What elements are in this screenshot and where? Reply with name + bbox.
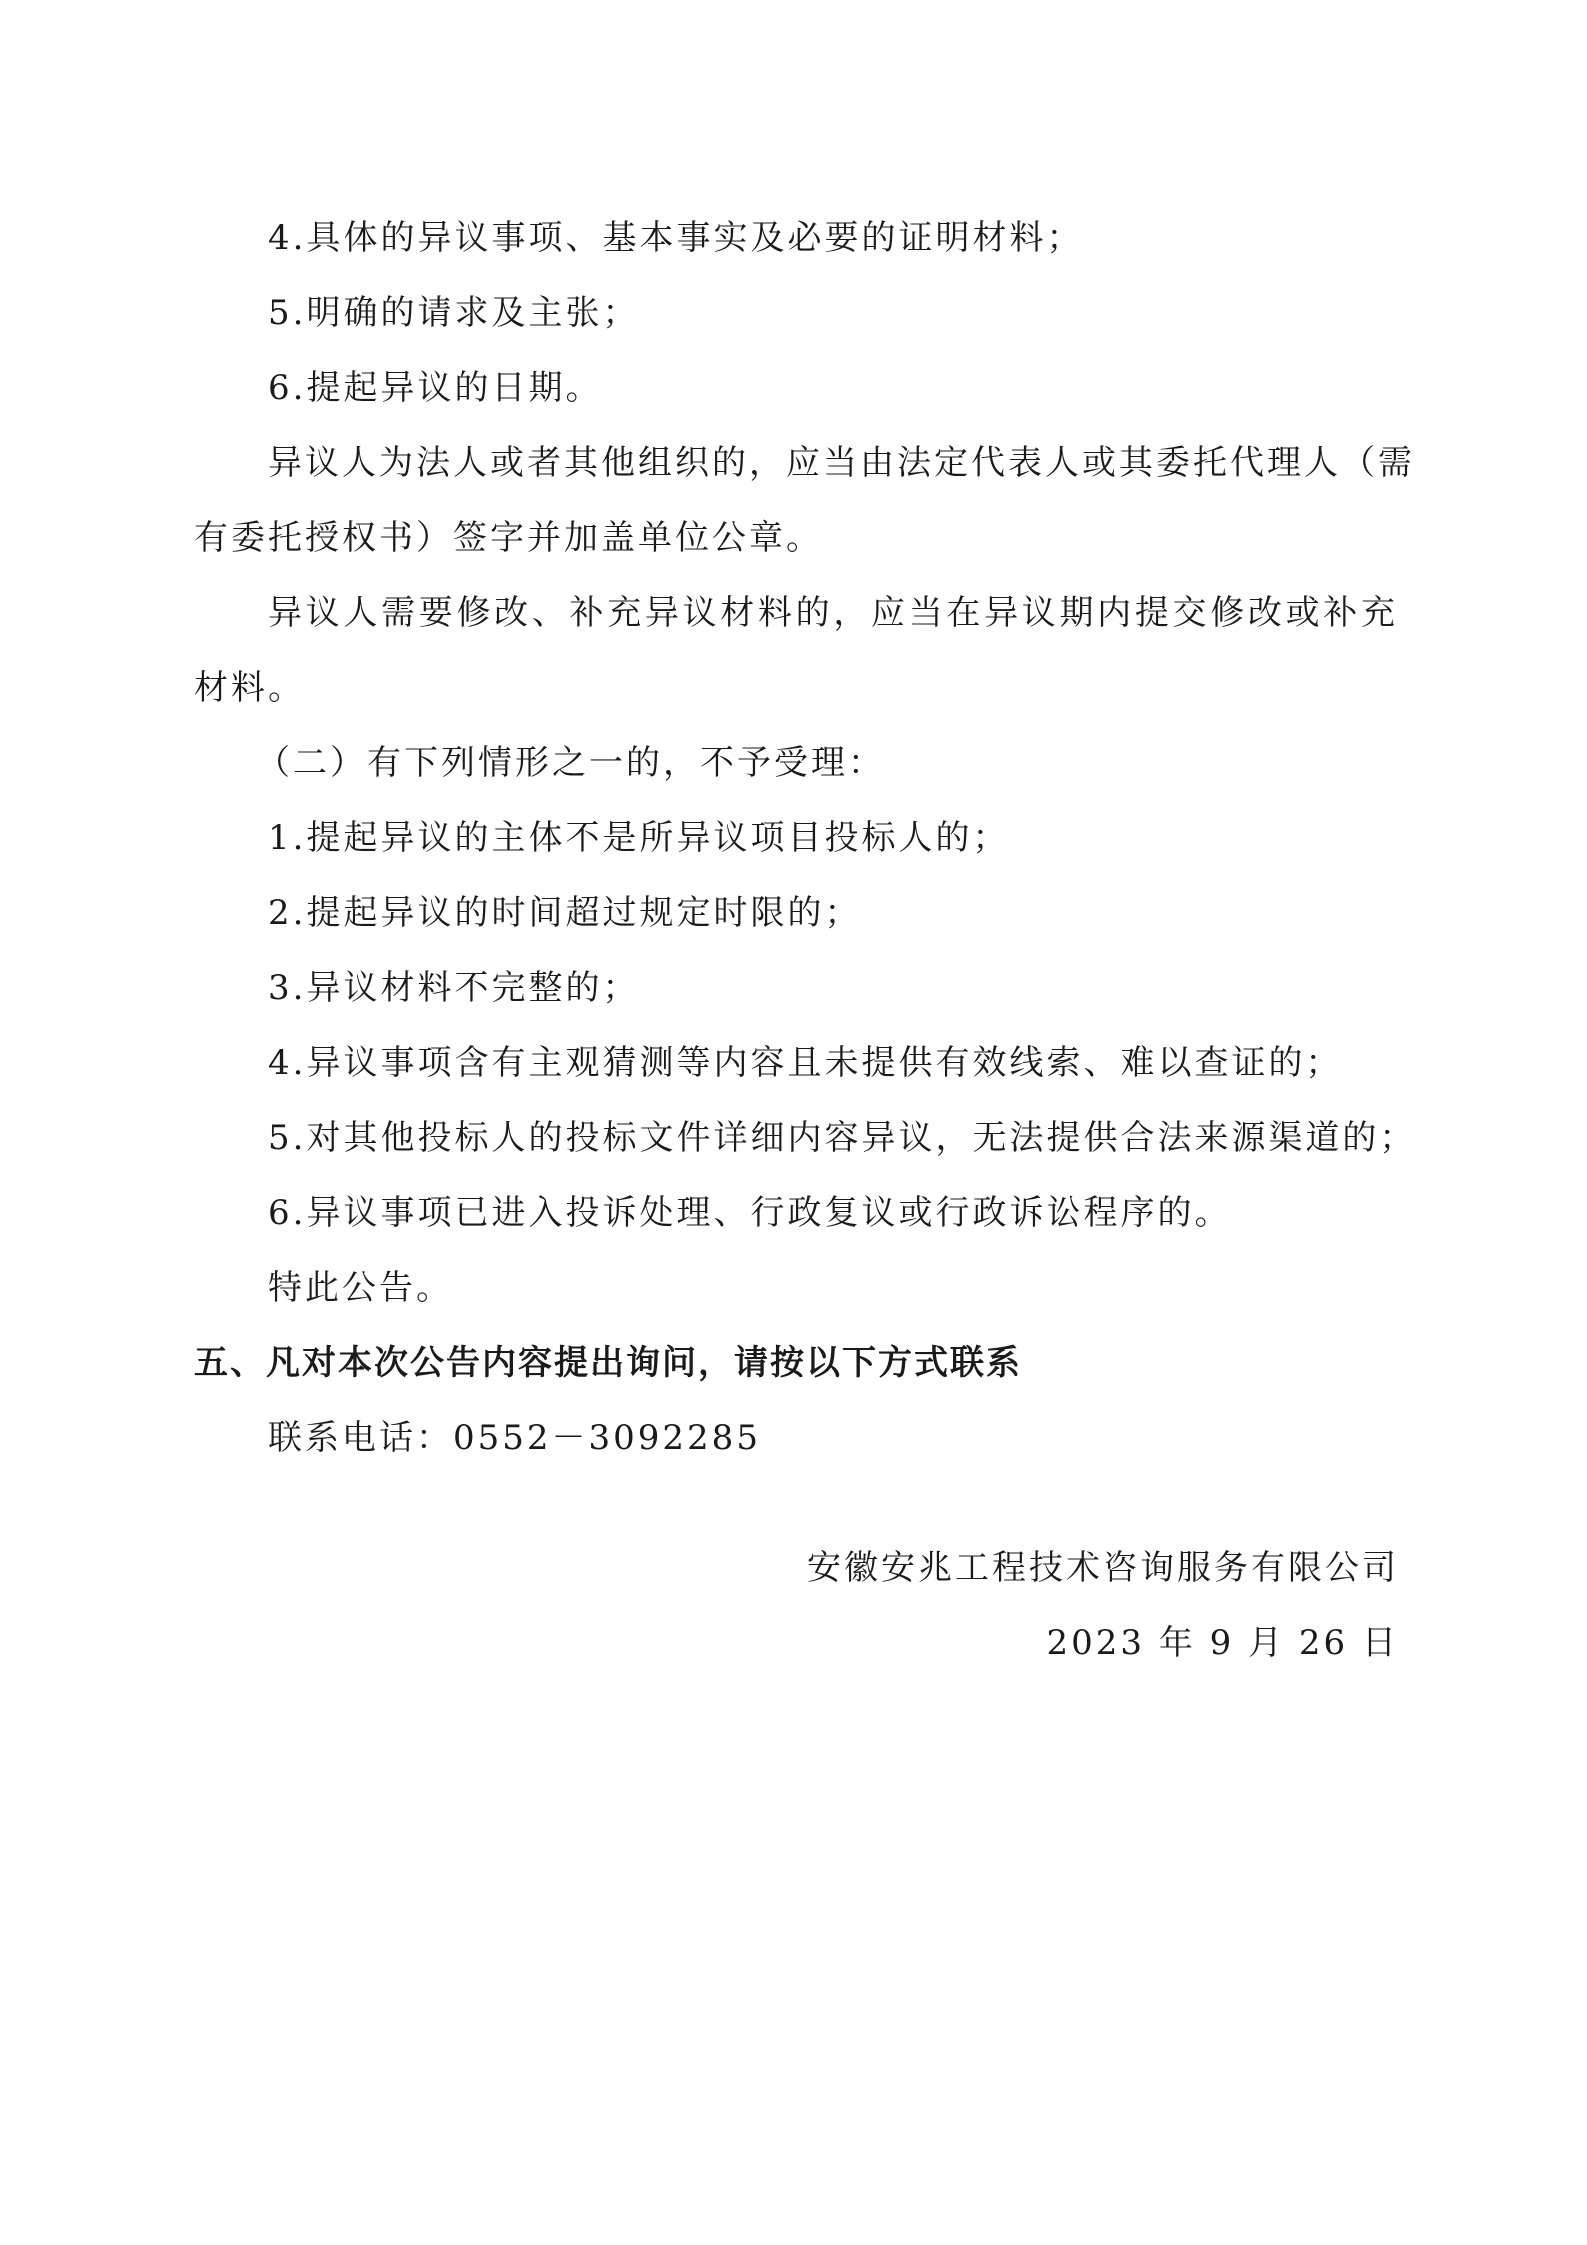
signature-company: 安徽安兆工程技术咨询服务有限公司 bbox=[807, 1548, 1399, 1588]
reject-item-6: 6.异议事项已进入投诉处理、行政复议或行政诉讼程序的。 bbox=[268, 1193, 1232, 1233]
reject-heading: （二）有下列情形之一的，不予受理： bbox=[256, 743, 885, 783]
modify-para-line1: 异议人需要修改、补充异议材料的，应当在异议期内提交修改或补充 bbox=[268, 593, 1398, 633]
required-item-4: 4.具体的异议事项、基本事实及必要的证明材料； bbox=[268, 218, 1084, 258]
reject-item-5: 5.对其他投标人的投标文件详细内容异议，无法提供合法来源渠道的； bbox=[268, 1118, 1417, 1158]
signature-date: 2023 年 9 月 26 日 bbox=[1046, 1623, 1399, 1663]
modify-para-line2: 材料。 bbox=[194, 668, 305, 708]
legal-person-para-line1: 异议人为法人或者其他组织的，应当由法定代表人或其委托代理人（需 bbox=[268, 443, 1415, 483]
contact-phone: 联系电话：0552－3092285 bbox=[268, 1418, 761, 1458]
reject-item-1: 1.提起异议的主体不是所异议项目投标人的； bbox=[268, 818, 1010, 858]
section5-heading: 五、凡对本次公告内容提出询问，请按以下方式联系 bbox=[194, 1343, 1022, 1383]
reject-item-2: 2.提起异议的时间超过规定时限的； bbox=[268, 893, 862, 933]
legal-person-para-line2: 有委托授权书）签字并加盖单位公章。 bbox=[194, 518, 823, 558]
required-item-6: 6.提起异议的日期。 bbox=[268, 368, 603, 408]
reject-item-3: 3.异议材料不完整的； bbox=[268, 968, 640, 1008]
required-item-5: 5.明确的请求及主张； bbox=[268, 293, 640, 333]
closing-text: 特此公告。 bbox=[268, 1268, 453, 1308]
reject-item-4: 4.异议事项含有主观猜测等内容且未提供有效线索、难以查证的； bbox=[268, 1043, 1343, 1083]
